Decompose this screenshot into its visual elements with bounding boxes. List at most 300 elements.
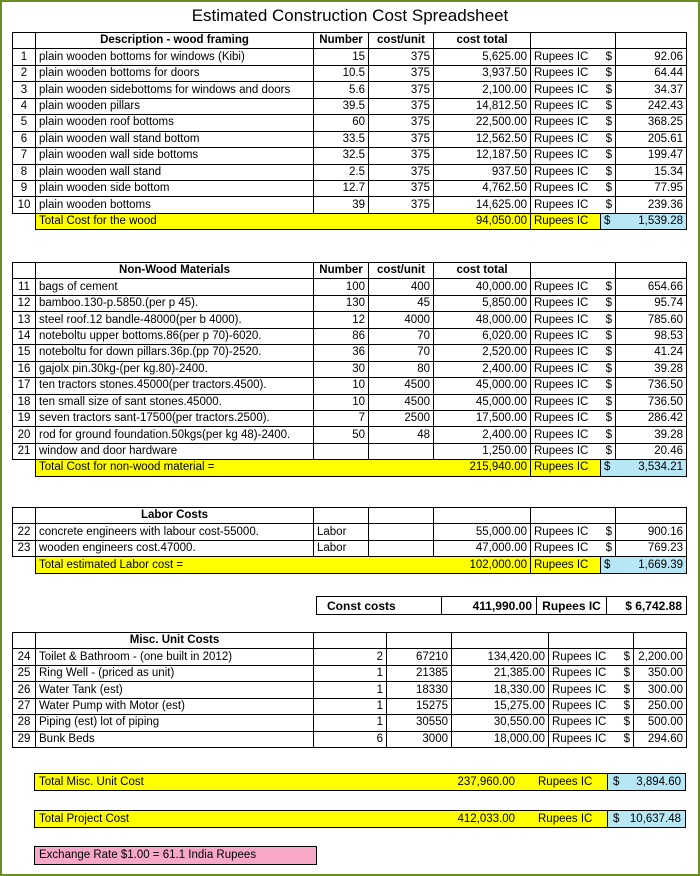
- row-usd: 205.61: [616, 131, 687, 147]
- row-cost-unit: 375: [369, 180, 434, 196]
- row-number: 18: [13, 394, 36, 410]
- table-row: [13, 82, 687, 98]
- row-description: gajolx pin.30kg-(per kg.80)-2400.: [36, 361, 314, 377]
- row-usd: 199.47: [616, 148, 687, 164]
- section-total-label: Total estimated Labor cost =: [39, 558, 184, 571]
- labor-costs-table: [12, 507, 687, 574]
- row-cost-unit: [369, 443, 434, 459]
- row-number-qty: 1: [314, 715, 387, 731]
- row-cost-total: 18,000.00: [452, 731, 549, 747]
- row-usd: 242.43: [616, 98, 687, 114]
- table-row: [13, 731, 687, 747]
- row-description: noteboltu for down pillars.36p.(pp 70)-2520.: [36, 345, 314, 361]
- row-dollar-sign: $: [601, 540, 616, 556]
- cost-total-header: [434, 508, 531, 524]
- row-usd: 98.53: [616, 328, 687, 344]
- const-costs-currency: Rupees IC: [537, 597, 607, 615]
- row-number: 15: [13, 345, 36, 361]
- row-number: 17: [13, 378, 36, 394]
- row-number-qty: 1: [314, 698, 387, 714]
- misc-total-bar: [34, 773, 686, 791]
- row-number: 25: [13, 665, 36, 681]
- row-cost-unit: 375: [369, 197, 434, 213]
- row-cost-unit: 375: [369, 164, 434, 180]
- section-title: Labor Costs: [36, 508, 314, 524]
- row-cost-total: 2,400.00: [434, 361, 531, 377]
- row-currency: Rupees IC: [531, 279, 601, 295]
- row-number: 5: [13, 115, 36, 131]
- row-dollar-sign: $: [619, 665, 634, 681]
- row-usd: 92.06: [616, 49, 687, 65]
- row-dollar-sign: $: [601, 164, 616, 180]
- row-number: 28: [13, 715, 36, 731]
- row-cost-unit: 45: [369, 295, 434, 311]
- row-number: 1: [13, 49, 36, 65]
- section-header-row: [13, 508, 687, 524]
- section-total-label: Total Cost for the wood: [39, 215, 157, 228]
- section-total-currency: Rupees IC: [531, 213, 601, 229]
- row-cost-unit: 375: [369, 148, 434, 164]
- table-row: [13, 312, 687, 328]
- row-number-qty: 1: [314, 682, 387, 698]
- row-dollar-sign: $: [601, 345, 616, 361]
- row-cost-unit: 375: [369, 49, 434, 65]
- row-usd: 769.23: [616, 540, 687, 556]
- row-usd: 77.95: [616, 180, 687, 196]
- row-cost-total: 937.50: [434, 164, 531, 180]
- row-number: 24: [13, 649, 36, 665]
- row-cost-total: 12,562.50: [434, 131, 531, 147]
- row-number-qty: 50: [314, 427, 369, 443]
- row-currency: Rupees IC: [531, 312, 601, 328]
- row-usd: 95.74: [616, 295, 687, 311]
- row-number-qty: 130: [314, 295, 369, 311]
- row-cost-unit: 400: [369, 279, 434, 295]
- project-total-currency: Rupees IC: [538, 813, 593, 825]
- row-cost-unit: 4500: [369, 378, 434, 394]
- row-number: 19: [13, 410, 36, 426]
- row-dollar-sign: $: [619, 682, 634, 698]
- row-number-qty: 12: [314, 312, 369, 328]
- row-usd: 350.00: [634, 665, 687, 681]
- row-number: 11: [13, 279, 36, 295]
- row-currency: Rupees IC: [531, 427, 601, 443]
- row-description: seven tractors sant-17500(per tractors.2500).: [36, 410, 314, 426]
- row-cost-total: 45,000.00: [434, 394, 531, 410]
- const-costs-usd: $ 6,742.88: [607, 597, 687, 615]
- row-number-qty: 2: [314, 649, 387, 665]
- row-number: 12: [13, 295, 36, 311]
- row-number: 23: [13, 540, 36, 556]
- row-number-qty: 39.5: [314, 98, 369, 114]
- row-number-qty: 39: [314, 197, 369, 213]
- row-cost-unit: 4500: [369, 394, 434, 410]
- row-cost-total: 40,000.00: [434, 279, 531, 295]
- row-cost-total: 21,385.00: [452, 665, 549, 681]
- row-currency: Rupees IC: [549, 698, 619, 714]
- wood-framing-table: [12, 32, 687, 230]
- row-cost-total: 22,500.00: [434, 115, 531, 131]
- row-number-qty: 10: [314, 378, 369, 394]
- row-usd: 250.00: [634, 698, 687, 714]
- row-cost-unit: 375: [369, 65, 434, 81]
- row-currency: Rupees IC: [531, 115, 601, 131]
- row-dollar-sign: $: [601, 312, 616, 328]
- row-dollar-sign: $: [601, 65, 616, 81]
- row-description: steel roof.12 bandle-48000(per b 4000).: [36, 312, 314, 328]
- row-cost-unit: 70: [369, 328, 434, 344]
- row-cost-total: 48,000.00: [434, 312, 531, 328]
- row-cost-total: 4,762.50: [434, 180, 531, 196]
- row-cost-unit: 30550: [387, 715, 452, 731]
- table-row: [13, 698, 687, 714]
- row-description: plain wooden bottoms for windows (Kibi): [36, 49, 314, 65]
- row-cost-total: 55,000.00: [434, 524, 531, 540]
- row-number: 6: [13, 131, 36, 147]
- row-description: wooden engineers cost.47000.: [36, 540, 314, 556]
- project-total-amount: 412,033.00: [457, 813, 515, 825]
- section-total-row: [13, 213, 687, 229]
- row-usd: 239.36: [616, 197, 687, 213]
- row-number-qty: 10.5: [314, 65, 369, 81]
- row-cost-total: 2,400.00: [434, 427, 531, 443]
- row-number: 13: [13, 312, 36, 328]
- row-description: Toilet & Bathroom - (one built in 2012): [36, 649, 314, 665]
- table-row: [13, 279, 687, 295]
- row-cost-total: 17,500.00: [434, 410, 531, 426]
- row-description: window and door hardware: [36, 443, 314, 459]
- row-currency: Rupees IC: [549, 715, 619, 731]
- row-currency: Rupees IC: [531, 361, 601, 377]
- row-currency: Rupees IC: [531, 164, 601, 180]
- row-cost-total: 12,187.50: [434, 148, 531, 164]
- row-usd: 286.42: [616, 410, 687, 426]
- row-number-qty: 7: [314, 410, 369, 426]
- row-dollar-sign: $: [601, 82, 616, 98]
- table-row: [13, 649, 687, 665]
- row-currency: Rupees IC: [531, 65, 601, 81]
- row-description: plain wooden bottoms for doors: [36, 65, 314, 81]
- row-usd: 736.50: [616, 378, 687, 394]
- row-cost-unit: 375: [369, 115, 434, 131]
- row-dollar-sign: $: [601, 524, 616, 540]
- number-header: Number: [314, 263, 369, 279]
- row-currency: Rupees IC: [531, 295, 601, 311]
- misc-total-label: Total Misc. Unit Cost: [39, 776, 144, 788]
- table-row: [13, 443, 687, 459]
- table-row: [13, 665, 687, 681]
- row-number: 3: [13, 82, 36, 98]
- row-number: 10: [13, 197, 36, 213]
- row-cost-unit: 375: [369, 98, 434, 114]
- section-total-label: Total Cost for non-wood material =: [39, 461, 215, 474]
- row-cost-unit: 48: [369, 427, 434, 443]
- page-title: Estimated Construction Cost Spreadsheet: [191, 6, 509, 25]
- project-total-usd: 10,637.48: [629, 813, 681, 825]
- row-dollar-sign: $: [601, 148, 616, 164]
- table-row: [13, 295, 687, 311]
- section-total-dollar: $: [601, 213, 616, 229]
- cost-total-header: cost total: [434, 33, 531, 49]
- row-number-qty: Labor: [314, 524, 369, 540]
- row-usd: 41.24: [616, 345, 687, 361]
- section-title: Description - wood framing: [36, 33, 314, 49]
- row-cost-unit: 375: [369, 131, 434, 147]
- table-row: [13, 361, 687, 377]
- row-description: plain wooden wall stand bottom: [36, 131, 314, 147]
- row-number: 9: [13, 180, 36, 196]
- row-currency: Rupees IC: [549, 731, 619, 747]
- row-description: plain wooden roof bottoms: [36, 115, 314, 131]
- row-number: 14: [13, 328, 36, 344]
- row-description: Piping (est) lot of piping: [36, 715, 314, 731]
- table-row: [13, 115, 687, 131]
- row-currency: Rupees IC: [531, 98, 601, 114]
- row-dollar-sign: $: [601, 295, 616, 311]
- row-cost-total: 2,100.00: [434, 82, 531, 98]
- misc-header-n: [13, 633, 36, 649]
- const-costs-label: Const costs: [317, 597, 442, 615]
- misc-total-currency: Rupees IC: [538, 776, 593, 788]
- cost-total-header: cost total: [434, 263, 531, 279]
- row-description: plain wooden wall stand: [36, 164, 314, 180]
- row-number: 7: [13, 148, 36, 164]
- row-cost-total: 14,812.50: [434, 98, 531, 114]
- row-cost-total: 6,020.00: [434, 328, 531, 344]
- row-number: 4: [13, 98, 36, 114]
- row-dollar-sign: $: [601, 427, 616, 443]
- row-number: 27: [13, 698, 36, 714]
- row-description: plain wooden sidebottoms for windows and doors: [36, 82, 314, 98]
- row-number-qty: 10: [314, 394, 369, 410]
- row-cost-unit: [369, 524, 434, 540]
- row-currency: Rupees IC: [531, 524, 601, 540]
- row-description: Bunk Beds: [36, 731, 314, 747]
- row-usd: 368.25: [616, 115, 687, 131]
- const-costs-total: 411,990.00: [442, 597, 537, 615]
- row-description: rod for ground foundation.50kgs(per kg 48)-2400.: [36, 427, 314, 443]
- row-usd: 15.34: [616, 164, 687, 180]
- non-wood-materials-table: [12, 262, 687, 477]
- row-currency: Rupees IC: [531, 540, 601, 556]
- row-number: 26: [13, 682, 36, 698]
- row-usd: 500.00: [634, 715, 687, 731]
- row-cost-total: 15,275.00: [452, 698, 549, 714]
- row-usd: 39.28: [616, 361, 687, 377]
- row-usd: 64.44: [616, 65, 687, 81]
- section-total-amount: 102,000.00: [469, 558, 527, 571]
- row-dollar-sign: $: [601, 443, 616, 459]
- row-cost-total: 14,625.00: [434, 197, 531, 213]
- row-currency: Rupees IC: [531, 394, 601, 410]
- misc-header-title: Misc. Unit Costs: [36, 633, 314, 649]
- section-total-usd: 1,669.39: [616, 557, 687, 573]
- row-dollar-sign: $: [619, 649, 634, 665]
- table-row: [13, 682, 687, 698]
- row-cost-total: 5,850.00: [434, 295, 531, 311]
- row-number-qty: 60: [314, 115, 369, 131]
- misc-total-usd: 3,894.60: [636, 776, 681, 788]
- table-row: [13, 345, 687, 361]
- row-description: plain wooden bottoms: [36, 197, 314, 213]
- row-description: bags of cement: [36, 279, 314, 295]
- table-row: [13, 378, 687, 394]
- row-number-qty: 1: [314, 665, 387, 681]
- section-total-usd: 3,534.21: [616, 460, 687, 476]
- row-number-qty: Labor: [314, 540, 369, 556]
- row-usd: 654.66: [616, 279, 687, 295]
- row-description: plain wooden pillars: [36, 98, 314, 114]
- row-dollar-sign: $: [601, 378, 616, 394]
- row-number-qty: 30: [314, 361, 369, 377]
- row-usd: 785.60: [616, 312, 687, 328]
- row-currency: Rupees IC: [531, 443, 601, 459]
- misc-total-dollar: $: [613, 776, 620, 788]
- row-currency: Rupees IC: [531, 131, 601, 147]
- row-currency: Rupees IC: [531, 345, 601, 361]
- row-currency: Rupees IC: [531, 197, 601, 213]
- row-description: Water Tank (est): [36, 682, 314, 698]
- table-row: [13, 148, 687, 164]
- row-dollar-sign: $: [619, 731, 634, 747]
- section-total-amount: 215,940.00: [469, 461, 527, 474]
- row-usd: 900.16: [616, 524, 687, 540]
- row-number-qty: 32.5: [314, 148, 369, 164]
- row-currency: Rupees IC: [531, 328, 601, 344]
- row-number: 2: [13, 65, 36, 81]
- row-currency: Rupees IC: [531, 148, 601, 164]
- table-row: [13, 98, 687, 114]
- table-row: [13, 49, 687, 65]
- const-costs-row: [316, 596, 687, 615]
- project-total-label: Total Project Cost: [39, 813, 130, 825]
- row-cost-total: 45,000.00: [434, 378, 531, 394]
- section-header-row: [13, 263, 687, 279]
- table-row: [13, 427, 687, 443]
- row-number: 21: [13, 443, 36, 459]
- row-dollar-sign: $: [601, 361, 616, 377]
- row-description: plain wooden wall side bottoms: [36, 148, 314, 164]
- row-currency: Rupees IC: [531, 180, 601, 196]
- row-dollar-sign: $: [619, 698, 634, 714]
- row-description: ten small size of sant stones.45000.: [36, 394, 314, 410]
- row-dollar-sign: $: [601, 279, 616, 295]
- row-usd: 2,200.00: [634, 649, 687, 665]
- table-row: [13, 524, 687, 540]
- row-description: Ring Well - (priced as unit): [36, 665, 314, 681]
- row-number-qty: 5.6: [314, 82, 369, 98]
- table-row: [13, 164, 687, 180]
- row-number-qty: 12.7: [314, 180, 369, 196]
- cost-unit-header: [369, 508, 434, 524]
- row-description: plain wooden side bottom: [36, 180, 314, 196]
- row-usd: 300.00: [634, 682, 687, 698]
- section-total-label-cell: [36, 557, 531, 573]
- misc-costs-table: [12, 632, 687, 748]
- section-total-row: [13, 460, 687, 476]
- table-row: [13, 65, 687, 81]
- row-dollar-sign: $: [601, 180, 616, 196]
- row-cost-total: 134,420.00: [452, 649, 549, 665]
- exchange-rate-note: Exchange Rate $1.00 = 61.1 India Rupees: [34, 846, 317, 865]
- row-dollar-sign: $: [601, 49, 616, 65]
- row-number-qty: 33.5: [314, 131, 369, 147]
- number-header: Number: [314, 33, 369, 49]
- section-total-amount: 94,050.00: [475, 215, 527, 228]
- row-dollar-sign: $: [601, 98, 616, 114]
- table-row: [13, 715, 687, 731]
- table-row: [13, 180, 687, 196]
- row-usd: 39.28: [616, 427, 687, 443]
- section-total-dollar: $: [601, 557, 616, 573]
- table-row: [13, 131, 687, 147]
- row-dollar-sign: $: [601, 410, 616, 426]
- section-title: Non-Wood Materials: [36, 263, 314, 279]
- table-row: [13, 394, 687, 410]
- project-total-bar: [34, 810, 686, 828]
- row-cost-total: 2,520.00: [434, 345, 531, 361]
- section-total-row: [13, 557, 687, 573]
- row-cost-unit: 375: [369, 82, 434, 98]
- row-cost-total: 5,625.00: [434, 49, 531, 65]
- row-cost-unit: 21385: [387, 665, 452, 681]
- row-dollar-sign: $: [601, 394, 616, 410]
- row-description: concrete engineers with labour cost-55000.: [36, 524, 314, 540]
- row-number-qty: 86: [314, 328, 369, 344]
- row-usd: 736.50: [616, 394, 687, 410]
- row-number-qty: 100: [314, 279, 369, 295]
- table-row: [13, 410, 687, 426]
- row-cost-unit: 67210: [387, 649, 452, 665]
- table-row: [13, 540, 687, 556]
- row-description: Water Pump with Motor (est): [36, 698, 314, 714]
- section-total-label-cell: [36, 460, 531, 476]
- row-dollar-sign: $: [619, 715, 634, 731]
- row-cost-total: 30,550.00: [452, 715, 549, 731]
- row-number: 20: [13, 427, 36, 443]
- row-cost-unit: 15275: [387, 698, 452, 714]
- row-usd: 294.60: [634, 731, 687, 747]
- row-number-qty: 36: [314, 345, 369, 361]
- row-cost-total: 18,330.00: [452, 682, 549, 698]
- row-currency: Rupees IC: [531, 410, 601, 426]
- row-currency: Rupees IC: [531, 378, 601, 394]
- row-currency: Rupees IC: [549, 649, 619, 665]
- row-description: bamboo.130-p.5850.(per p 45).: [36, 295, 314, 311]
- cost-unit-header: cost/unit: [369, 33, 434, 49]
- row-cost-unit: 80: [369, 361, 434, 377]
- row-cost-unit: 70: [369, 345, 434, 361]
- row-description: ten tractors stones.45000(per tractors.4500).: [36, 378, 314, 394]
- row-number-qty: 2.5: [314, 164, 369, 180]
- row-cost-unit: [369, 540, 434, 556]
- row-number: 29: [13, 731, 36, 747]
- section-total-dollar: $: [601, 460, 616, 476]
- table-row: [13, 328, 687, 344]
- row-cost-unit: 18330: [387, 682, 452, 698]
- row-number-qty: [314, 443, 369, 459]
- row-cost-unit: 2500: [369, 410, 434, 426]
- row-cost-total: 1,250.00: [434, 443, 531, 459]
- number-header: [314, 508, 369, 524]
- cost-unit-header: cost/unit: [369, 263, 434, 279]
- section-total-usd: 1,539.28: [616, 213, 687, 229]
- row-number: 16: [13, 361, 36, 377]
- row-cost-unit: 4000: [369, 312, 434, 328]
- row-dollar-sign: $: [601, 115, 616, 131]
- section-header-row: [13, 33, 687, 49]
- row-currency: Rupees IC: [549, 665, 619, 681]
